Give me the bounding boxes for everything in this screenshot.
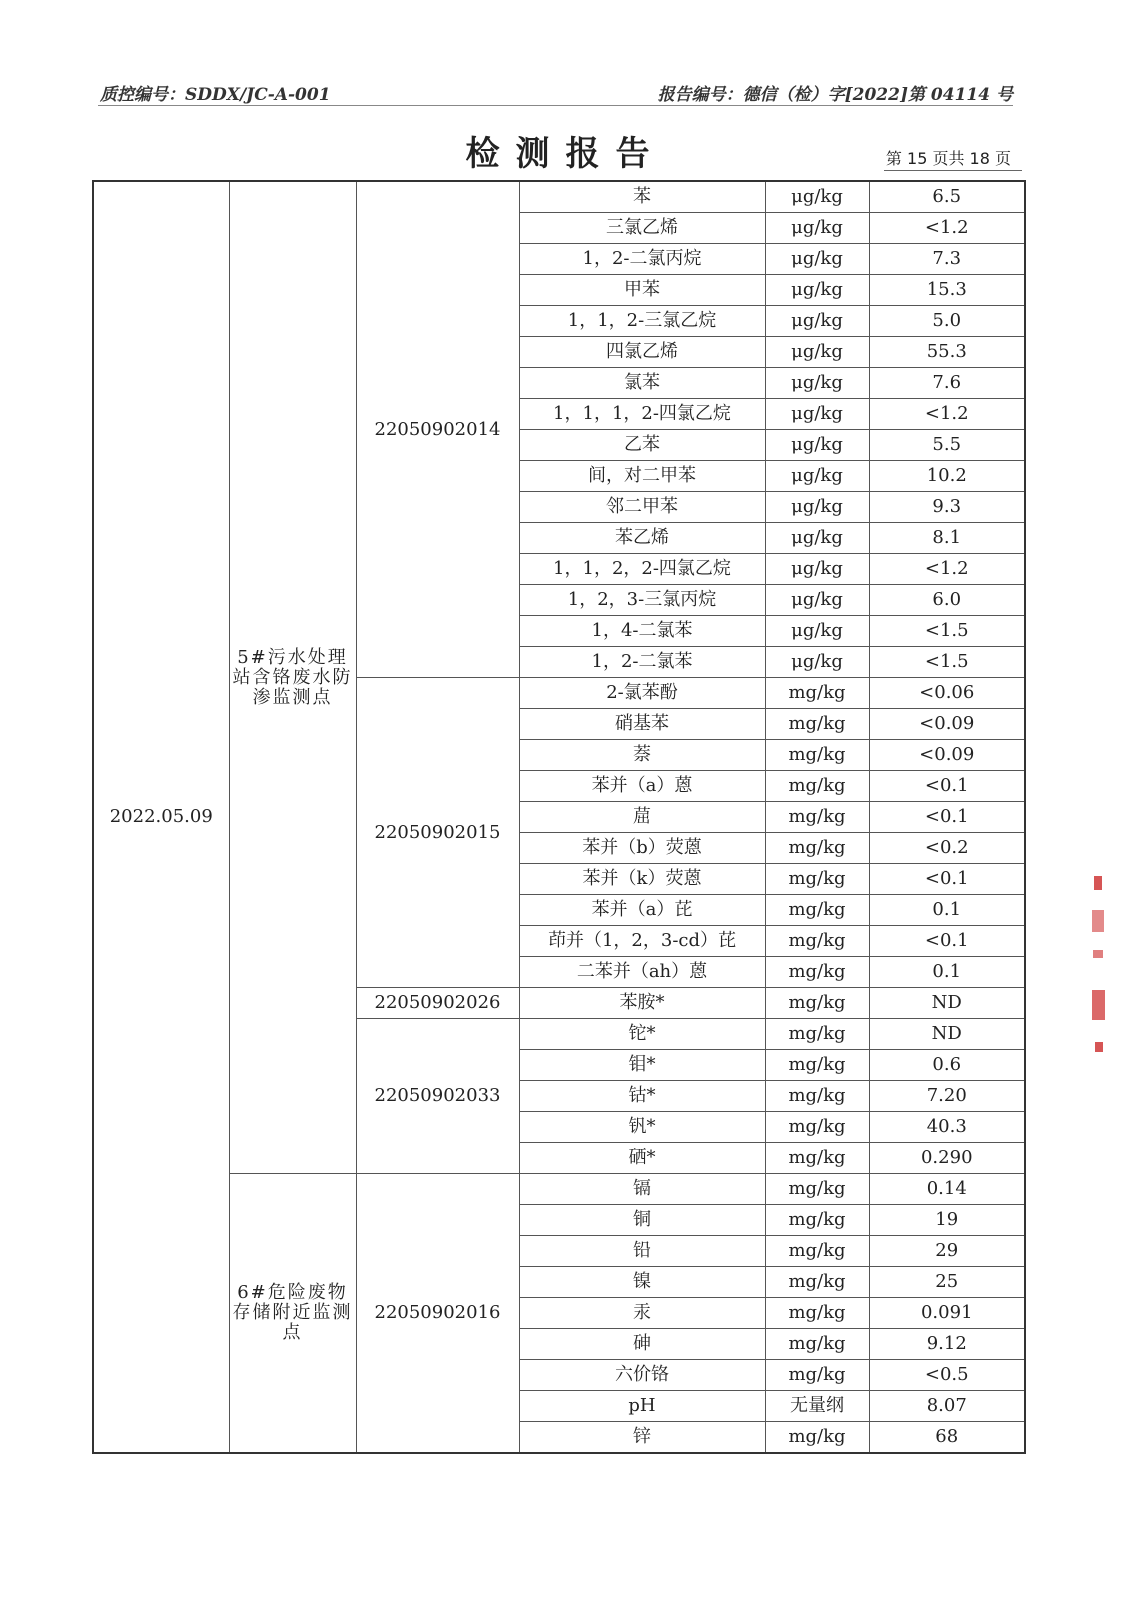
sample-id-cell: 22050902016 — [356, 1174, 519, 1454]
test-item-cell: 苯并（a）芘 — [519, 895, 765, 926]
result-value-cell: 8.07 — [869, 1391, 1025, 1422]
result-value-cell: 7.6 — [869, 368, 1025, 399]
unit-cell: μg/kg — [765, 554, 869, 585]
test-item-cell: 六价铬 — [519, 1360, 765, 1391]
unit-cell: μg/kg — [765, 647, 869, 678]
unit-cell: mg/kg — [765, 988, 869, 1019]
result-value-cell: 0.1 — [869, 895, 1025, 926]
test-item-cell: 锌 — [519, 1422, 765, 1454]
result-value-cell: ND — [869, 1019, 1025, 1050]
unit-cell: μg/kg — [765, 523, 869, 554]
test-item-cell: 硝基苯 — [519, 709, 765, 740]
unit-cell: μg/kg — [765, 337, 869, 368]
result-value-cell: 6.5 — [869, 181, 1025, 213]
sample-id-cell: 22050902014 — [356, 181, 519, 678]
unit-cell: mg/kg — [765, 1329, 869, 1360]
result-value-cell: 0.290 — [869, 1143, 1025, 1174]
test-item-cell: 苯并（k）荧蒽 — [519, 864, 765, 895]
result-value-cell: 8.1 — [869, 523, 1025, 554]
unit-cell: mg/kg — [765, 709, 869, 740]
unit-cell: mg/kg — [765, 1236, 869, 1267]
unit-cell: μg/kg — [765, 306, 869, 337]
unit-cell: 无量纲 — [765, 1391, 869, 1422]
unit-cell: mg/kg — [765, 957, 869, 988]
test-item-cell: 铅 — [519, 1236, 765, 1267]
result-value-cell: 29 — [869, 1236, 1025, 1267]
test-item-cell: 1，1，2-三氯乙烷 — [519, 306, 765, 337]
sample-id-cell: 22050902015 — [356, 678, 519, 988]
result-value-cell: 0.1 — [869, 957, 1025, 988]
unit-cell: mg/kg — [765, 1081, 869, 1112]
result-value-cell: <0.2 — [869, 833, 1025, 864]
test-item-cell: 钼* — [519, 1050, 765, 1081]
result-value-cell: <0.09 — [869, 709, 1025, 740]
test-item-cell: 䓛 — [519, 802, 765, 833]
result-value-cell: <0.09 — [869, 740, 1025, 771]
unit-cell: mg/kg — [765, 1267, 869, 1298]
monitoring-site-cell: 5#污水处理站含铬废水防渗监测点 — [229, 181, 356, 1174]
result-value-cell: 7.3 — [869, 244, 1025, 275]
unit-cell: mg/kg — [765, 833, 869, 864]
test-item-cell: 硒* — [519, 1143, 765, 1174]
test-item-cell: 二苯并（ah）蒽 — [519, 957, 765, 988]
result-value-cell: <0.5 — [869, 1360, 1025, 1391]
result-value-cell: 40.3 — [869, 1112, 1025, 1143]
unit-cell: mg/kg — [765, 1422, 869, 1454]
unit-cell: μg/kg — [765, 181, 869, 213]
test-item-cell: 苯胺* — [519, 988, 765, 1019]
quality-control-code: 质控编号：SDDX/JC-A-001 — [100, 85, 331, 105]
unit-cell: mg/kg — [765, 678, 869, 709]
test-item-cell: 邻二甲苯 — [519, 492, 765, 523]
unit-cell: μg/kg — [765, 430, 869, 461]
result-value-cell: 5.0 — [869, 306, 1025, 337]
result-value-cell: 6.0 — [869, 585, 1025, 616]
result-value-cell: <1.5 — [869, 647, 1025, 678]
unit-cell: mg/kg — [765, 1360, 869, 1391]
unit-cell: mg/kg — [765, 740, 869, 771]
test-item-cell: 茚并（1，2，3-cd）芘 — [519, 926, 765, 957]
test-item-cell: 钒* — [519, 1112, 765, 1143]
test-item-cell: 铜 — [519, 1205, 765, 1236]
test-item-cell: 钴* — [519, 1081, 765, 1112]
result-value-cell: 19 — [869, 1205, 1025, 1236]
test-item-cell: 2-氯苯酚 — [519, 678, 765, 709]
page-title: 检测报告 — [465, 134, 666, 174]
test-item-cell: 萘 — [519, 740, 765, 771]
unit-cell: μg/kg — [765, 275, 869, 306]
test-item-cell: 氯苯 — [519, 368, 765, 399]
result-value-cell: <1.5 — [869, 616, 1025, 647]
test-item-cell: 苯 — [519, 181, 765, 213]
unit-cell: μg/kg — [765, 461, 869, 492]
result-value-cell: <0.1 — [869, 771, 1025, 802]
test-item-cell: 1，1，2，2-四氯乙烷 — [519, 554, 765, 585]
result-value-cell: <1.2 — [869, 399, 1025, 430]
unit-cell: μg/kg — [765, 244, 869, 275]
result-value-cell: 55.3 — [869, 337, 1025, 368]
test-item-cell: 1，2-二氯丙烷 — [519, 244, 765, 275]
unit-cell: mg/kg — [765, 864, 869, 895]
unit-cell: mg/kg — [765, 1112, 869, 1143]
table-row — [93, 181, 1025, 213]
result-value-cell: 68 — [869, 1422, 1025, 1454]
unit-cell: μg/kg — [765, 585, 869, 616]
unit-cell: mg/kg — [765, 1205, 869, 1236]
report-number: 报告编号：德信（检）字[2022]第 04114 号 — [657, 85, 1013, 105]
test-item-cell: 四氯乙烯 — [519, 337, 765, 368]
header-divider — [98, 105, 1013, 106]
unit-cell: mg/kg — [765, 771, 869, 802]
test-item-cell: 三氯乙烯 — [519, 213, 765, 244]
page-indicator-underline — [884, 170, 1022, 171]
result-value-cell: 0.14 — [869, 1174, 1025, 1205]
result-value-cell: 9.3 — [869, 492, 1025, 523]
table-row — [93, 1174, 1025, 1205]
test-item-cell: 镉 — [519, 1174, 765, 1205]
test-item-cell: 苯并（a）蒽 — [519, 771, 765, 802]
test-item-cell: 乙苯 — [519, 430, 765, 461]
test-item-cell: 1，2-二氯苯 — [519, 647, 765, 678]
result-value-cell: <0.1 — [869, 802, 1025, 833]
result-value-cell: 0.6 — [869, 1050, 1025, 1081]
result-value-cell: 25 — [869, 1267, 1025, 1298]
test-item-cell: 1，2，3-三氯丙烷 — [519, 585, 765, 616]
sample-id-cell: 22050902026 — [356, 988, 519, 1019]
result-value-cell: 10.2 — [869, 461, 1025, 492]
result-value-cell: 5.5 — [869, 430, 1025, 461]
result-value-cell: ND — [869, 988, 1025, 1019]
seal-stamp-fragment — [1092, 870, 1106, 1060]
unit-cell: mg/kg — [765, 895, 869, 926]
test-item-cell: 1，4-二氯苯 — [519, 616, 765, 647]
unit-cell: μg/kg — [765, 399, 869, 430]
monitoring-site-cell: 6#危险废物存储附近监测点 — [229, 1174, 356, 1454]
result-value-cell: 15.3 — [869, 275, 1025, 306]
unit-cell: mg/kg — [765, 1298, 869, 1329]
result-value-cell: <0.06 — [869, 678, 1025, 709]
sampling-date-cell: 2022.05.09 — [93, 181, 229, 1453]
unit-cell: μg/kg — [765, 368, 869, 399]
unit-cell: mg/kg — [765, 926, 869, 957]
page-indicator: 第 15 页共 18 页 — [885, 149, 1011, 168]
unit-cell: mg/kg — [765, 1050, 869, 1081]
unit-cell: mg/kg — [765, 1143, 869, 1174]
test-item-cell: 苯并（b）荧蒽 — [519, 833, 765, 864]
result-value-cell: 0.091 — [869, 1298, 1025, 1329]
unit-cell: mg/kg — [765, 1174, 869, 1205]
result-value-cell: 9.12 — [869, 1329, 1025, 1360]
test-item-cell: 苯乙烯 — [519, 523, 765, 554]
test-item-cell: 砷 — [519, 1329, 765, 1360]
unit-cell: mg/kg — [765, 802, 869, 833]
unit-cell: μg/kg — [765, 492, 869, 523]
test-item-cell: 镍 — [519, 1267, 765, 1298]
test-item-cell: 1，1，1，2-四氯乙烷 — [519, 399, 765, 430]
test-item-cell: 甲苯 — [519, 275, 765, 306]
test-item-cell: 铊* — [519, 1019, 765, 1050]
unit-cell: μg/kg — [765, 616, 869, 647]
test-item-cell: 间，对二甲苯 — [519, 461, 765, 492]
test-item-cell: pH — [519, 1391, 765, 1422]
unit-cell: μg/kg — [765, 213, 869, 244]
test-item-cell: 汞 — [519, 1298, 765, 1329]
result-value-cell: <0.1 — [869, 864, 1025, 895]
result-value-cell: 7.20 — [869, 1081, 1025, 1112]
test-results-table — [92, 180, 1026, 1454]
result-value-cell: <1.2 — [869, 554, 1025, 585]
unit-cell: mg/kg — [765, 1019, 869, 1050]
result-value-cell: <1.2 — [869, 213, 1025, 244]
result-value-cell: <0.1 — [869, 926, 1025, 957]
sample-id-cell: 22050902033 — [356, 1019, 519, 1174]
